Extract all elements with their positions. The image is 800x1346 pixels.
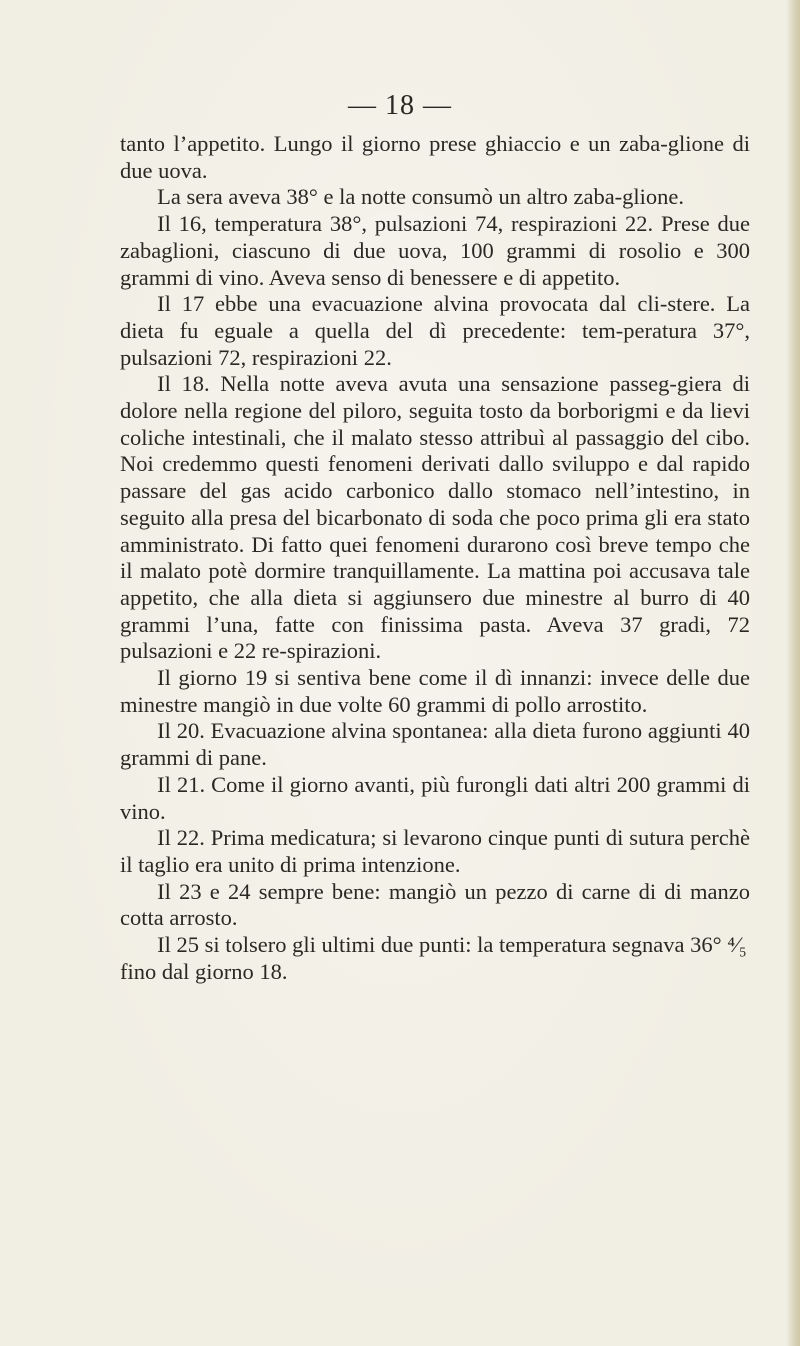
page-number: — 18 — <box>348 90 452 121</box>
body-text <box>120 131 750 986</box>
paragraph-day-17: Il 17 ebbe una evacuazione alvina provocata dal cli-stere. La dieta fu eguale a quella del dì precedente: tem-peratura 37°, pulsazioni 72, respirazioni 22. <box>120 291 750 370</box>
paragraph-day-23-24: Il 23 e 24 sempre bene: mangiò un pezzo di carne di di manzo cotta arrosto. <box>120 878 750 931</box>
paragraph-day-18: Il 18. Nella notte aveva avuta una sensazione passeg-giera di dolore nella regione del piloro, seguita tosto da borborigmi e da lievi coliche intestinali, che il malato stesso attribuì al passaggio del cibo. Noi credemmo questi fenomeni derivati dallo sviluppo e dal rapido passare del gas acido carbonico dallo stomaco nell’intestino, in seguito alla presa del bicarbonato di soda che poco prima gli era stato amministrato. Di fatto quei fenomeni durarono così breve tempo che il malato potè dormire tranquillamente. La mattina poi accusava tale appetito, che alla dieta si aggiunsero due minestre al burro di 40 grammi l’una, fatte con finissima pasta. Aveva 37 gradi, 72 pulsazioni e 22 re-spirazioni. <box>120 371 750 664</box>
paragraph-evening: La sera aveva 38° e la notte consumò un altro zaba-glione. <box>157 184 685 210</box>
paragraph-day-20: Il 20. Evacuazione alvina spontanea: alla dieta furono aggiunti 40 grammi di pane. <box>120 718 750 771</box>
paragraph-day-16: Il 16, temperatura 38°, pulsazioni 74, respirazioni 22. Prese due zabaglioni, ciascuno di due uova, 100 grammi di rosolio e 300 grammi di vino. Aveva senso di benessere e di appetito. <box>120 211 750 290</box>
paragraph-day-25: Il 25 si tolsero gli ultimi due punti: la temperatura segnava 36° ⁴⁄₅ fino dal giorno 18. <box>120 932 747 984</box>
paragraph-day-19: Il giorno 19 si sentiva bene come il dì innanzi: invece delle due minestre mangiò in due volte 60 grammi di pollo arrostito. <box>120 665 750 717</box>
paragraph-day-22: Il 22. Prima medicatura; si levarono cinque punti di sutura perchè il taglio era unito di prima intenzione. <box>120 825 750 877</box>
paragraph-continuation: tanto l’appetito. Lungo il giorno prese ghiaccio e un zaba-glione di due uova. <box>120 131 750 183</box>
paragraph-day-21: Il 21. Come il giorno avanti, più furongli dati altri 200 grammi di vino. <box>120 771 750 824</box>
page-edge-shadow <box>786 0 800 1346</box>
